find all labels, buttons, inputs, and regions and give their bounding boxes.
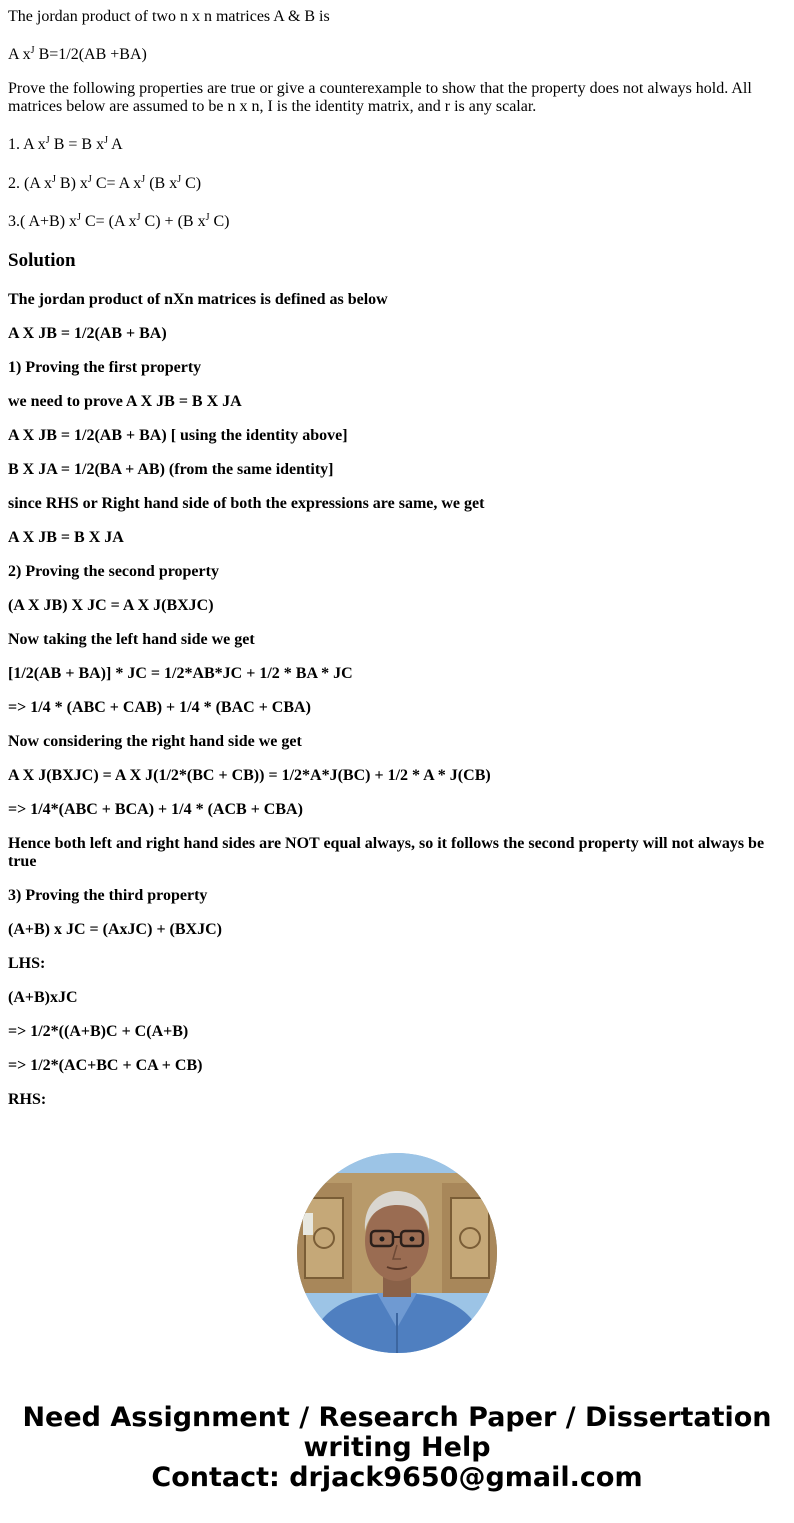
solution-line: A X JB = 1/2(AB + BA)	[8, 325, 167, 342]
solution-line: A X JB = B X JA	[8, 529, 124, 546]
solution-heading: Solution	[8, 250, 76, 271]
solution-line: 3) Proving the third property	[8, 887, 208, 904]
solution-line: RHS:	[8, 1091, 47, 1108]
property-1: 1. A $x^J$ B = B $x^J$ A	[8, 135, 123, 153]
solution-line: (A+B) x JC = (AxJC) + (BXJC)	[8, 921, 222, 938]
solution-line: => 1/2*((A+B)C + C(A+B)	[8, 1023, 189, 1040]
solution-line: (A+B)xJC	[8, 989, 78, 1006]
solution-line: The jordan product of nXn matrices is defined as below	[8, 291, 388, 308]
solution-line: => 1/4 * (ABC + CAB) + 1/4 * (BAC + CBA)	[8, 699, 311, 716]
solution-line: (A X JB) X JC = A X J(BXJC)	[8, 597, 214, 614]
property-2: 2. (A $x^J$ B) $x^J$ C= A $x^J$ (B $x^J$ C)	[8, 174, 202, 192]
solution-line: => 1/4*(ABC + BCA) + 1/4 * (ACB + CBA)	[8, 801, 303, 818]
solution-line: 2) Proving the second property	[8, 563, 219, 580]
solution-line: LHS:	[8, 955, 46, 972]
footer-contact: Contact: drjack9650@gmail.com	[151, 1462, 643, 1493]
jordan-definition: A $x^J$ B=1/2(AB +BA)	[8, 45, 147, 63]
solution-line: 1) Proving the first property	[8, 359, 202, 376]
solution-line: A X J(BXJC) = A X J(1/2*(BC + CB)) = 1/2*A*J(BC) + 1/2 * A * J(CB)	[8, 767, 491, 784]
solution-line: B X JA = 1/2(BA + AB) (from the same identity]	[8, 461, 334, 478]
solution-line: we need to prove A X JB = B X JA	[8, 393, 242, 410]
solution-line: A X JB = 1/2(AB + BA) [ using the identity above]	[8, 427, 348, 444]
avatar	[297, 1153, 497, 1353]
avatar-portrait	[297, 1153, 497, 1353]
footer-line-2: writing Help	[303, 1432, 491, 1463]
question-intro: The jordan product of two n x n matrices A & B is	[8, 8, 330, 25]
solution-line: Hence both left and right hand sides are NOT equal always, so it follows the second property will not always be true	[8, 835, 765, 870]
question-instructions: Prove the following properties are true or give a counterexample to show that the property does not always hold. All matrices below are assumed to be n x n, I is the identity matrix, and r is any scalar.	[8, 80, 752, 115]
solution-line: => 1/2*(AC+BC + CA + CB)	[8, 1057, 203, 1074]
footer-promo	[0, 1403, 794, 1493]
footer-line-1: Need Assignment / Research Paper / Dissertation	[22, 1402, 772, 1433]
solution-line: Now considering the right hand side we get	[8, 733, 302, 750]
solution-line: since RHS or Right hand side of both the expressions are same, we get	[8, 495, 485, 512]
property-3: 3.( A+B) $x^J$ C= (A $x^J$ C) + (B $x^J$ C)	[8, 212, 230, 230]
solution-line: [1/2(AB + BA)] * JC = 1/2*AB*JC + 1/2 * BA * JC	[8, 665, 353, 682]
solution-line: Now taking the left hand side we get	[8, 631, 255, 648]
